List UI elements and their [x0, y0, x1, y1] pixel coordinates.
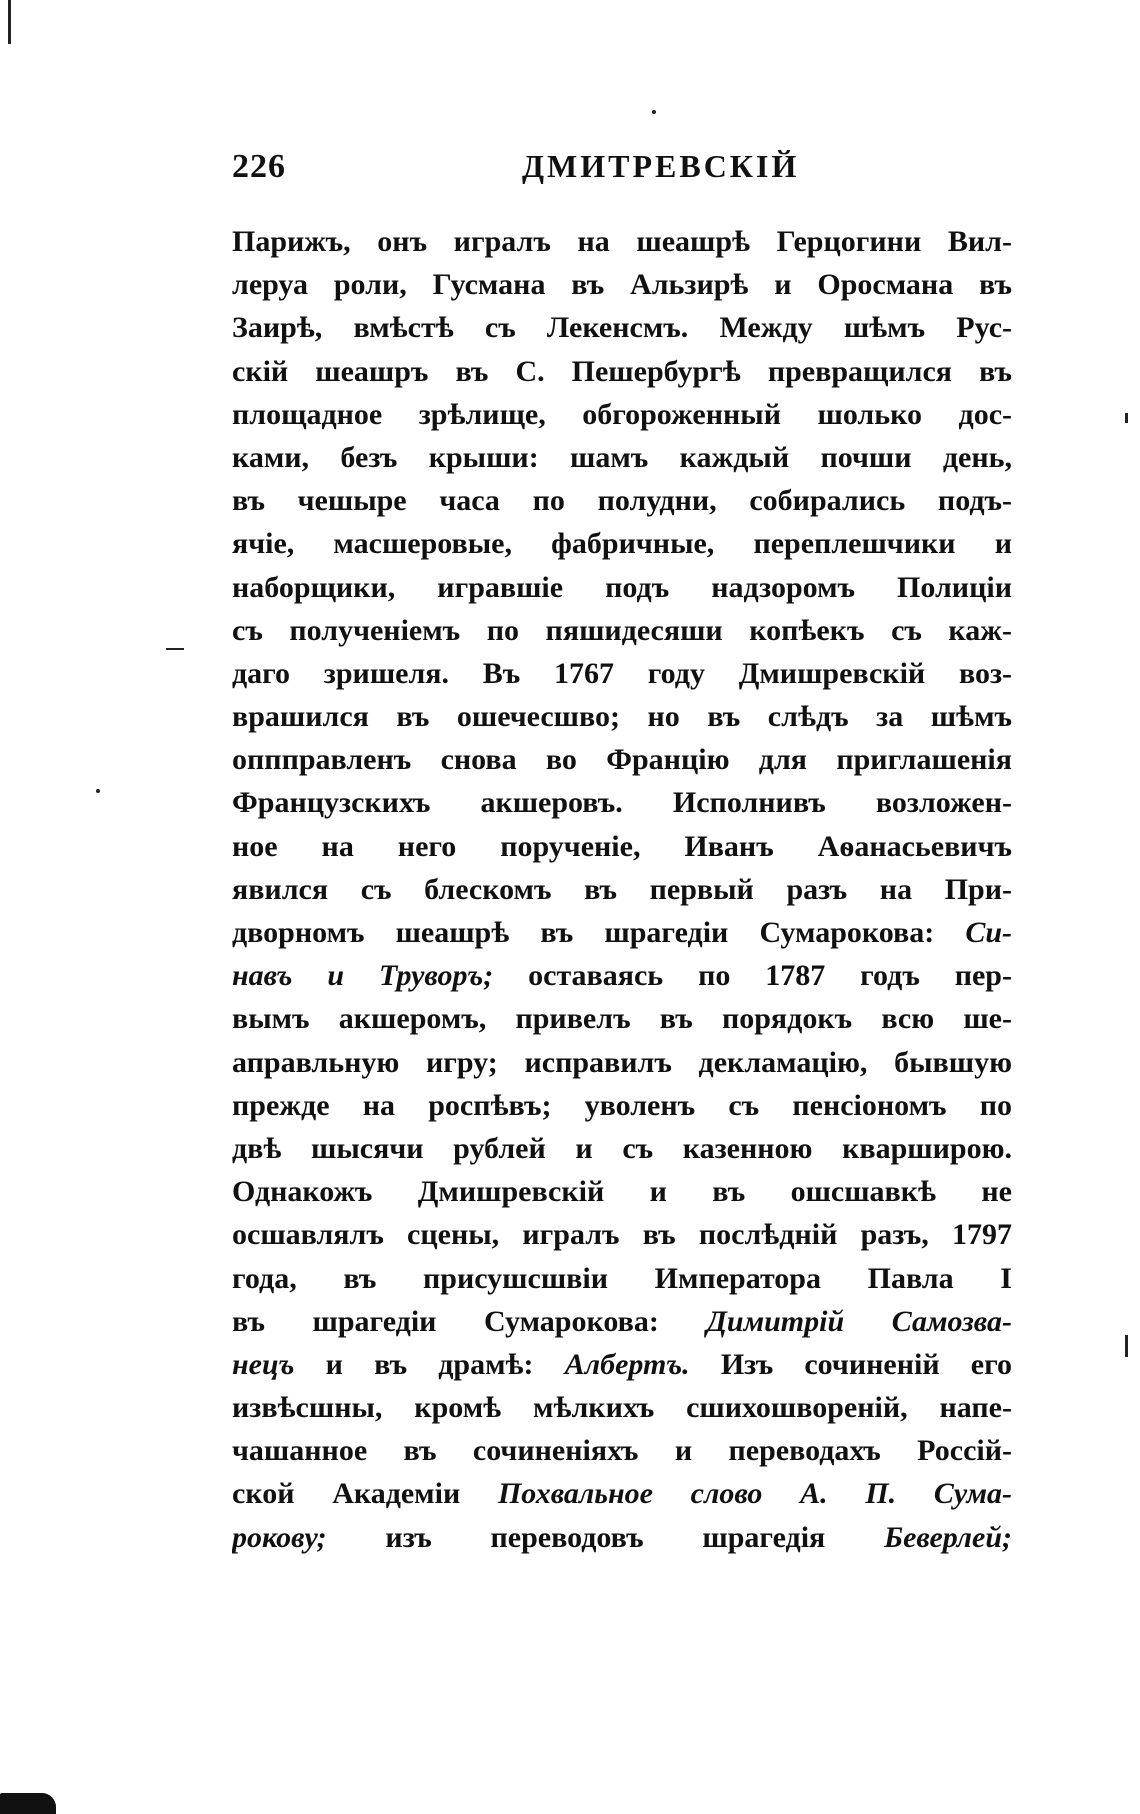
page-number: 226	[232, 148, 286, 185]
text-segment: леруа роли, Гусмана въ Альзирѣ и Оросмана въ	[232, 268, 1012, 302]
text-line	[232, 997, 1012, 1040]
body-text	[232, 220, 1012, 1559]
text-line	[232, 306, 1012, 349]
text-segment: площадное зрѣлище, обгороженный шолько дос-	[232, 397, 1012, 431]
text-line	[232, 263, 1012, 306]
text-line	[232, 522, 1012, 565]
text-segment: ками, безъ крыши: шамъ каждый почши день,	[232, 440, 1012, 474]
text-segment: извѣсшны, кромѣ мѣлкихъ сшихошвореній, напе-	[232, 1391, 1012, 1425]
scan-edge-mark	[8, 0, 11, 44]
text-segment: аправльную игру; исправилъ декламацію, бывшую	[232, 1045, 1012, 1079]
text-segment: ячіе, масшеровые, фабричные, переплешчики и	[232, 527, 1012, 561]
text-line	[232, 868, 1012, 911]
text-line	[232, 1516, 1012, 1559]
text-line	[232, 1084, 1012, 1127]
text-line	[232, 436, 1012, 479]
text-segment: Парижъ, онъ игралъ на шеашрѣ Герцогини Вил-	[232, 225, 1012, 258]
text-segment: двѣ шысячи рублей и съ казенною кварширою.	[232, 1131, 1012, 1165]
text-line	[232, 1472, 1012, 1515]
text-line	[232, 479, 1012, 522]
scan-corner-blot	[0, 1793, 56, 1814]
text-line	[232, 954, 1012, 997]
margin-tick-mark	[1125, 1335, 1128, 1357]
italic-title-segment: Похвальное слово А. П. Сума-	[497, 1477, 1012, 1511]
text-line	[232, 825, 1012, 868]
scan-speck	[652, 110, 656, 114]
text-segment: даго зришеля. Въ 1767 году Дмишревскій воз-	[232, 656, 1012, 690]
italic-title-segment: навъ и Труворъ;	[232, 959, 494, 993]
italic-title-segment: Албертъ.	[564, 1347, 690, 1381]
text-segment: Заирѣ, вмѣстѣ съ Лекенсмъ. Между шѣмъ Рус-	[232, 311, 1012, 345]
page-header	[232, 148, 1012, 196]
text-segment: и въ драмѣ:	[294, 1347, 565, 1381]
text-line	[232, 1041, 1012, 1084]
text-segment: явился съ блескомъ въ первый разъ на При-	[232, 872, 1012, 906]
text-segment: осшавлялъ сцены, игралъ въ послѣдній разъ, 1797	[232, 1218, 1012, 1252]
text-line	[232, 695, 1012, 738]
text-line	[232, 1213, 1012, 1256]
text-segment: года, въ присушсшвіи Императора Павла I	[232, 1261, 1012, 1295]
text-line	[232, 781, 1012, 824]
text-line	[232, 220, 1012, 263]
text-segment: наборщики, игравшіе подъ надзоромъ Полиціи	[232, 570, 1012, 604]
text-line	[232, 350, 1012, 393]
text-segment: оставаясь по 1787 годъ пер-	[493, 959, 1012, 993]
text-line	[232, 1300, 1012, 1343]
text-segment: скій шеашръ въ С. Пешербургѣ превращился въ	[232, 354, 1012, 388]
margin-tick-mark	[1125, 413, 1128, 423]
italic-title-segment: Беверлей;	[884, 1520, 1012, 1554]
text-line	[232, 911, 1012, 954]
text-segment: въ шрагедіи Сумарокова:	[232, 1304, 707, 1338]
text-segment: Французскихъ акшеровъ. Исполнивъ возложен-	[232, 786, 1012, 820]
text-segment: Однакожъ Дмишревскій и въ ошсшавкѣ не	[232, 1175, 1012, 1209]
text-segment: ской Академіи	[232, 1477, 498, 1511]
margin-dash-mark	[166, 648, 184, 650]
text-segment: оппправленъ снова во Францію для приглашенія	[232, 743, 1012, 777]
text-line	[232, 1343, 1012, 1386]
running-head: ДМИТРЕВСКІЙ	[522, 148, 800, 184]
text-line	[232, 1170, 1012, 1213]
scan-speck	[96, 789, 100, 793]
text-segment: Изъ сочиненій его	[689, 1347, 1012, 1381]
italic-title-segment: Димитрій Самозва-	[706, 1304, 1012, 1338]
text-segment: ное на него порученіе, Иванъ Аѳанасьевичъ	[232, 829, 1012, 863]
text-segment: дворномъ шеашрѣ въ шрагедіи Сумарокова:	[232, 916, 966, 949]
text-line	[232, 393, 1012, 436]
text-segment: врашился въ ошечесшво; но въ слѣдъ за шѣмъ	[232, 700, 1012, 734]
text-segment: въ чешыре часа по полудни, собирались подъ-	[232, 484, 1012, 518]
italic-title-segment: рокову;	[232, 1520, 327, 1554]
text-line	[232, 566, 1012, 609]
italic-title-segment: нецъ	[232, 1347, 295, 1381]
text-segment: изъ переводовъ шрагедія	[326, 1520, 885, 1554]
text-line	[232, 609, 1012, 652]
text-segment: съ полученіемъ по пяшидесяши копѣекъ съ каж-	[232, 613, 1012, 647]
text-line	[232, 1257, 1012, 1300]
text-segment: прежде на роспѣвъ; уволенъ съ пенсіономъ по	[232, 1088, 1012, 1122]
text-line	[232, 1127, 1012, 1170]
text-line	[232, 652, 1012, 695]
text-line	[232, 738, 1012, 781]
text-segment: чашанное въ сочиненіяхъ и переводахъ Россій-	[232, 1434, 1012, 1468]
italic-title-segment: Си-	[965, 916, 1012, 949]
text-segment: вымъ акшеромъ, привелъ въ порядокъ всю ше-	[232, 1002, 1012, 1036]
text-line	[232, 1386, 1012, 1429]
text-line	[232, 1429, 1012, 1472]
